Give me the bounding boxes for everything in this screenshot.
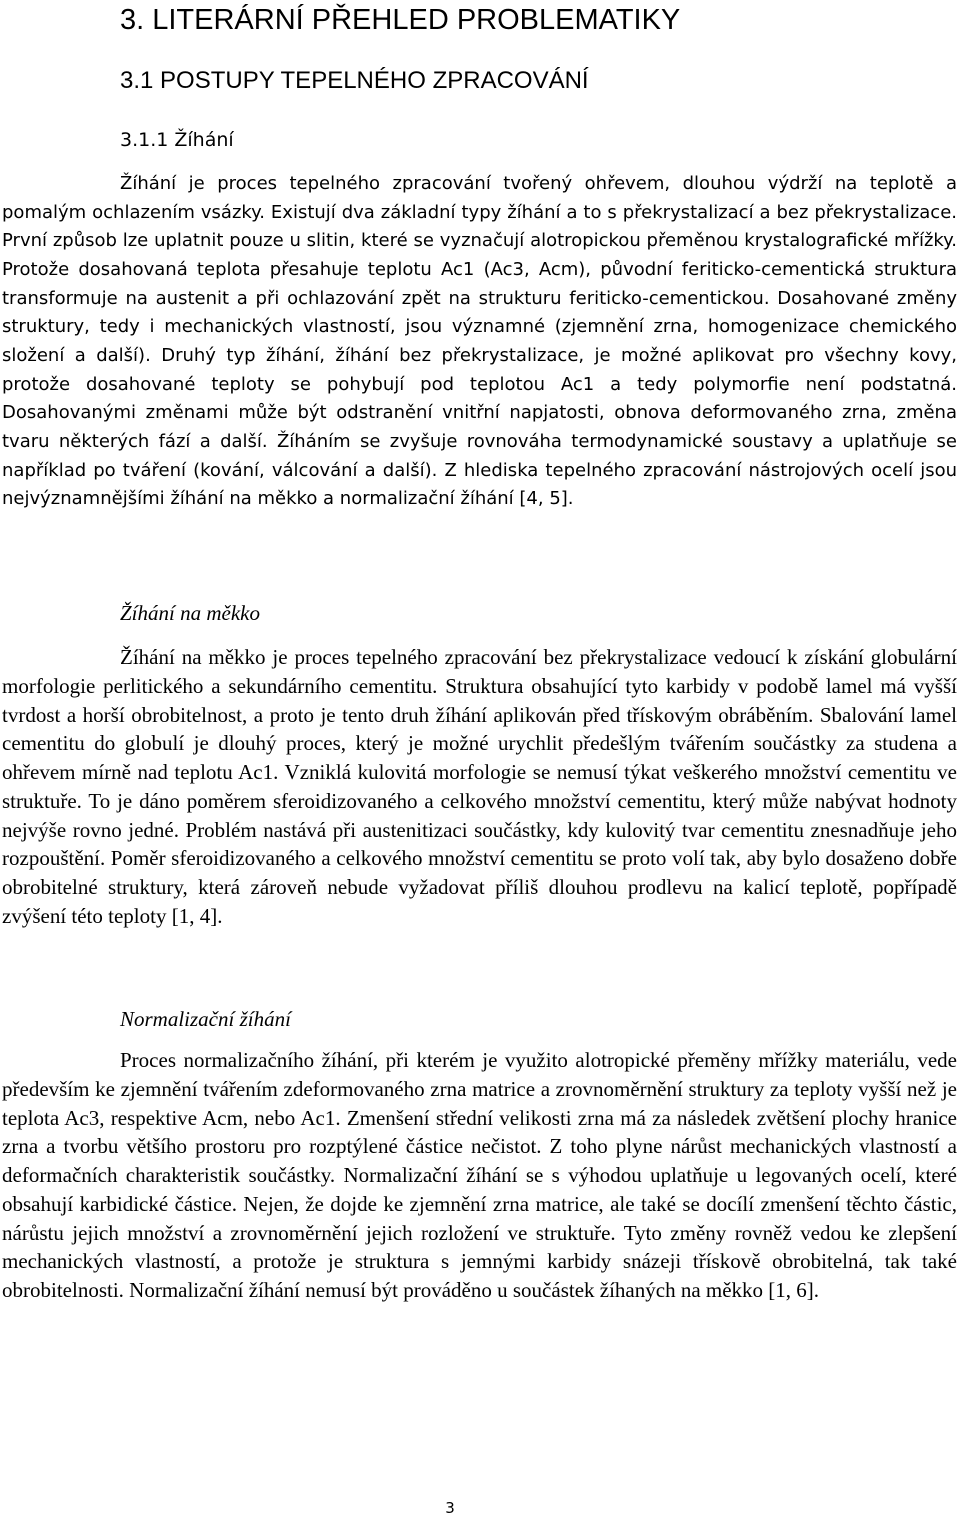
- subheading-zihani-na-mekko: Žíhání na měkko: [120, 601, 260, 625]
- subsection-heading: 3.1.1 Žíhání: [120, 129, 234, 151]
- page-number: 3: [445, 1499, 455, 1517]
- paragraph-zihani: Žíhání je proces tepelného zpracování tvořený ohřevem, dlouhou výdrží na teplotě a pomalým ochlazením vsázky. Existují dva základní typy žíhání a to s překrystalizací a bez překrystalizace. První způsob lze uplatnit pouze u slitin, které se vyznačují alotropickou přeměnou krystalografické mřížky. Protože dosahovaná teplota přesahuje teplotu Ac1 (Ac3, Acm), původní feriticko-cementická struktura transformuje na austenit a při ochlazování zpět na strukturu feriticko-cementickou. Dosahované změny struktury, tedy i mechanických vlastností, jsou významné (zjemnění zrna, homogenizace chemického složení a další). Druhý typ žíhání, žíhání bez překrystalizace, je možné aplikovat pro všechny kovy, protože dosahované teploty se pohybují pod teplotou Ac1 a tedy polymorfie není podstatná. Dosahovanými změnami může být odstranění vnitřní napjatosti, obnova deformovaného zrna, změna tvaru některých fází a další. Žíháním se zvyšuje rovnováha termodynamické soustavy a uplatňuje se například po tváření (kování, válcování a další). Z hlediska tepelného zpracování nástrojových ocelí jsou nejvýznamnějšími žíhání na měkko a normalizační žíhání [4, 5].: [2, 173, 957, 510]
- chapter-heading: 3. LITERÁRNÍ PŘEHLED PROBLEMATIKY: [120, 4, 681, 36]
- paragraph-zihani-na-mekko: Žíhání na měkko je proces tepelného zpracování bez překrystalizace vedoucí k získání globulární morfologie perlitického a sekundárního cementitu. Struktura obsahující tyto karbidy v podobě lamel má vyšší tvrdost a horší obrobitelnost, a proto je tento druh žíhání aplikován před třískovým obráběním. Sbalování lamel cementitu do globulí je dlouhý proces, který je možné urychlit předešlým tvářením součástky za studena a ohřevem mírně nad teplotu Ac1. Vzniklá kulovitá morfologie se nemusí týkat veškerého množství cementitu ve struktuře. To je dáno poměrem sferoidizovaného a celkového množství cementitu, který může nabývat hodnoty nejvýše rovno jedné. Problém nastává při austenitizaci součástky, kdy kulovitý tvar cementitu znesnadňuje jeho rozpouštění. Poměr sferoidizovaného a celkového množství cementitu se proto volí tak, aby bylo dosaženo dobře obrobitelné struktury, která zároveň nebude vyžadovat příliš dlouhou prodlevu na kalicí teplotě, popřípadě zvýšení této teploty [1, 4].: [2, 645, 957, 928]
- section-heading: 3.1 POSTUPY TEPELNÉHO ZPRACOVÁNÍ: [120, 67, 589, 94]
- subheading-normalizacni-zihani: Normalizační žíhání: [120, 1007, 291, 1031]
- paragraph-normalizacni-zihani: Proces normalizačního žíhání, při kterém je využito alotropické přeměny mřížky materiálu, vede především ke zjemnění tvářením zdeformovaného zrna matrice a zrovnoměrnění struktury za teploty vyšší než je teplota Ac3, respektive Acm, nebo Ac1. Zmenšení střední velikosti zrna má za následek zvětšení plochy hranice zrna a tvorbu většího prostoru pro rozptýlené částice nečistot. Z toho plyne nárůst mechanických vlastností a deformačních charakteristik součástky. Normalizační žíhání se s výhodou uplatňuje u legovaných ocelí, které obsahují karbidické částice. Nejen, že dojde ke zjemnění zrna matrice, ale také se docílí zmenšení těchto částic, nárůstu jejich množství a zrovnoměrnění jejich rozložení ve struktuře. Tyto změny rovněž vedou ke zlepšení mechanických vlastností, a protože je struktura s jemnými karbidy snázeji třískově obrobitelná, tak také obrobitelnosti. Normalizační žíhání nemusí být prováděno u součástek žíhaných na měkko [1, 6].: [2, 1048, 957, 1302]
